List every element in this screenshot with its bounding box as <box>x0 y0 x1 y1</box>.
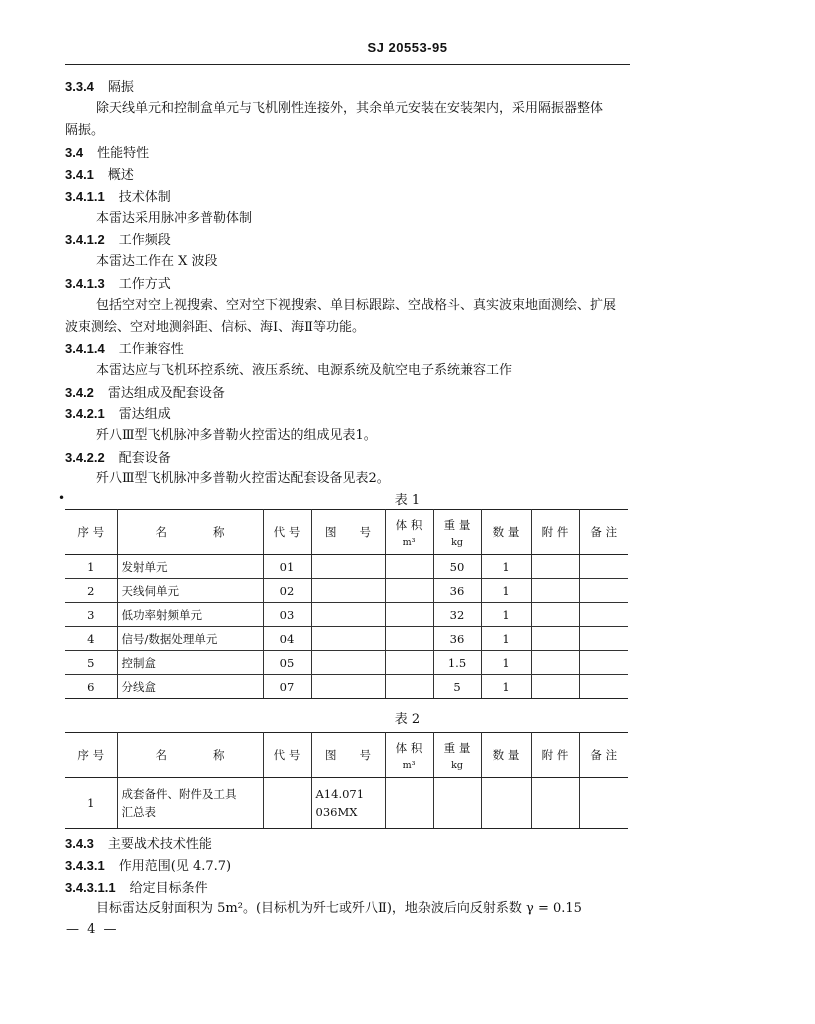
section-heading: 3.4.2 雷达组成及配套设备 <box>65 385 225 401</box>
col-drawing: 图 号 <box>311 510 385 555</box>
paragraph: 包括空对空上视搜索、空对空下视搜索、单目标跟踪、空战格斗、真实波束地面测绘、扩展 <box>96 298 617 313</box>
paragraph: 除天线单元和控制盒单元与飞机刚性连接外，其余单元安装在安装架内，采用隔振器整体 <box>96 101 604 116</box>
section-heading: 3.4.1.1 技术体制 <box>65 189 171 205</box>
col-name: 名 称 <box>117 510 263 555</box>
table-row: 4 信号/数据处理单元 04 36 1 <box>65 627 628 651</box>
paragraph: 歼八Ⅲ型飞机脉冲多普勒火控雷达的组成见表1。 <box>96 428 377 443</box>
document-code: SJ 20553-95 <box>367 40 448 55</box>
paragraph: 波束测绘、空对地测斜距、信标、海Ⅰ、海Ⅱ等功能。 <box>65 320 365 335</box>
col-note: 备 注 <box>579 510 628 555</box>
section-heading: 3.3.4 隔振 <box>65 79 134 95</box>
scan-dot: • <box>58 491 66 505</box>
table-row: 5 控制盒 05 1.5 1 <box>65 651 628 675</box>
table-row: 6 分线盒 07 5 1 <box>65 675 628 699</box>
section-heading: 3.4.1 概述 <box>65 167 134 183</box>
col-name: 名 称 <box>117 733 263 778</box>
table-row: 1 发射单元 01 50 1 <box>65 555 628 579</box>
table2-caption: 表 2 <box>394 712 421 727</box>
col-attach: 附 件 <box>531 733 579 778</box>
col-attach: 附 件 <box>531 510 579 555</box>
table-row: 1 成套备件、附件及工具 汇总表 A14.071 036MX <box>65 778 628 829</box>
paragraph: 歼八Ⅲ型飞机脉冲多普勒火控雷达配套设备见表2。 <box>96 471 390 486</box>
page-number: — 4 — <box>66 922 119 937</box>
section-heading: 3.4.3.1 作用范围(见 4.7.7) <box>65 858 232 874</box>
col-seq: 序 号 <box>65 510 117 555</box>
col-qty: 数 量 <box>481 733 531 778</box>
section-heading: 3.4.2.1 雷达组成 <box>65 406 171 422</box>
table-2 <box>65 732 628 829</box>
paragraph: 本雷达采用脉冲多普勒体制 <box>96 211 253 226</box>
table-row: 2 天线伺单元 02 36 1 <box>65 579 628 603</box>
col-code: 代 号 <box>263 733 311 778</box>
col-seq: 序 号 <box>65 733 117 778</box>
col-volume: 体 积 m³ <box>385 510 433 555</box>
col-qty: 数 量 <box>481 510 531 555</box>
section-heading: 3.4.1.4 工作兼容性 <box>65 341 184 357</box>
table-row: 3 低功率射频单元 03 32 1 <box>65 603 628 627</box>
section-heading: 3.4.3.1.1 给定目标条件 <box>65 880 208 896</box>
paragraph: 本雷达应与飞机环控系统、液压系统、电源系统及航空电子系统兼容工作 <box>96 363 513 378</box>
section-heading: 3.4.1.3 工作方式 <box>65 276 171 292</box>
section-heading: 3.4.3 主要战术技术性能 <box>65 836 212 852</box>
paragraph: 本雷达工作在 X 波段 <box>96 254 218 269</box>
col-volume: 体 积 m³ <box>385 733 433 778</box>
col-drawing: 图 号 <box>311 733 385 778</box>
col-code: 代 号 <box>263 510 311 555</box>
col-weight: 重 量 kg <box>433 733 481 778</box>
col-weight: 重 量 kg <box>433 510 481 555</box>
table-1 <box>65 509 628 699</box>
col-note: 备 注 <box>579 733 628 778</box>
paragraph: 目标雷达反射面积为 5m²。(目标机为歼七或歼八Ⅱ)，地杂波后向反射系数 γ = 0.15 <box>96 901 582 916</box>
table1-caption: 表 1 <box>394 493 421 508</box>
paragraph: 隔振。 <box>65 123 105 138</box>
section-heading: 3.4.2.2 配套设备 <box>65 450 171 466</box>
section-heading: 3.4.1.2 工作频段 <box>65 232 171 248</box>
header-rule <box>65 64 630 65</box>
section-heading: 3.4 性能特性 <box>65 145 150 161</box>
